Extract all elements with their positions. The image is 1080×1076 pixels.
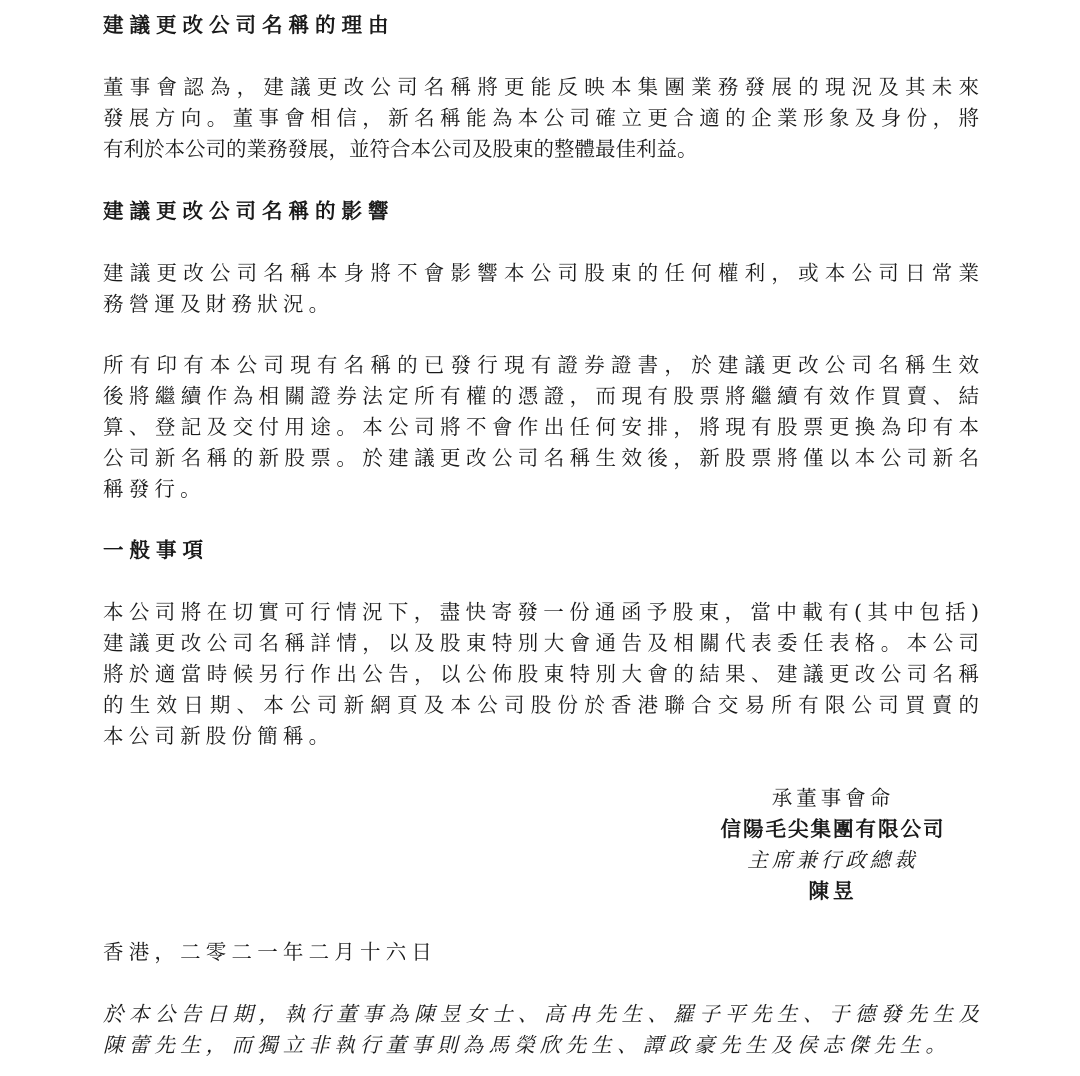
paragraph-line: 有利於本公司的業務發展，並符合本公司及股東的整體最佳利益。 xyxy=(103,137,698,161)
board-note-line: 於本公告日期，執行董事為陳昱女士、高冉先生、羅子平先生、于德發先生及 xyxy=(103,1002,979,1026)
paragraph-line: 的生效日期、本公司新網頁及本公司股份於香港聯合交易所有限公司買賣的 xyxy=(103,693,979,717)
paragraph-line: 本公司新股份簡稱。 xyxy=(103,724,335,748)
paragraph-line: 公司新名稱的新股票。於建議更改公司名稱生效後，新股票將僅以本公司新名 xyxy=(103,446,979,470)
paragraph-line: 本公司將在切實可行情況下，盡快寄發一份通函予股東，當中載有(其中包括) xyxy=(103,600,979,624)
signature-name: 陳昱 xyxy=(808,879,858,903)
paragraph-line: 建議更改公司名稱詳情，以及股東特別大會通告及相關代表委任表格。本公司 xyxy=(103,631,979,655)
paragraph-line: 所有印有本公司現有名稱的已發行現有證券證書，於建議更改公司名稱生效 xyxy=(103,353,979,377)
paragraph-line: 算、登記及交付用途。本公司將不會作出任何安排，將現有股票更換為印有本 xyxy=(103,415,979,439)
section-heading-effects: 建議更改公司名稱的影響 xyxy=(103,199,395,223)
signature-authority: 承董事會命 xyxy=(771,786,895,810)
signature-title: 主席兼行政總裁 xyxy=(747,848,919,872)
paragraph-line: 務營運及財務狀況。 xyxy=(103,292,335,316)
paragraph-line: 建議更改公司名稱本身將不會影響本公司股東的任何權利，或本公司日常業 xyxy=(103,261,979,285)
section-heading-reasons: 建議更改公司名稱的理由 xyxy=(103,13,395,37)
section-heading-general: 一般事項 xyxy=(103,538,209,562)
paragraph-line: 發展方向。董事會相信，新名稱能為本公司確立更合適的企業形象及身份，將 xyxy=(103,106,979,130)
board-note-line: 陳蕾先生，而獨立非執行董事則為馬榮欣先生、譚政豪先生及侯志傑先生。 xyxy=(103,1033,952,1057)
signature-company: 信陽毛尖集團有限公司 xyxy=(720,817,946,841)
paragraph-line: 稱發行。 xyxy=(103,477,206,501)
paragraph-line: 後將繼續作為相關證券法定所有權的憑證，而現有股票將繼續有效作買賣、結 xyxy=(103,384,979,408)
place-date: 香港，二零二一年二月十六日 xyxy=(103,940,438,964)
paragraph-line: 將於適當時候另行作出公告，以公佈股東特別大會的結果、建議更改公司名稱 xyxy=(103,662,979,686)
paragraph-line: 董事會認為，建議更改公司名稱將更能反映本集團業務發展的現況及其未來 xyxy=(103,75,979,99)
